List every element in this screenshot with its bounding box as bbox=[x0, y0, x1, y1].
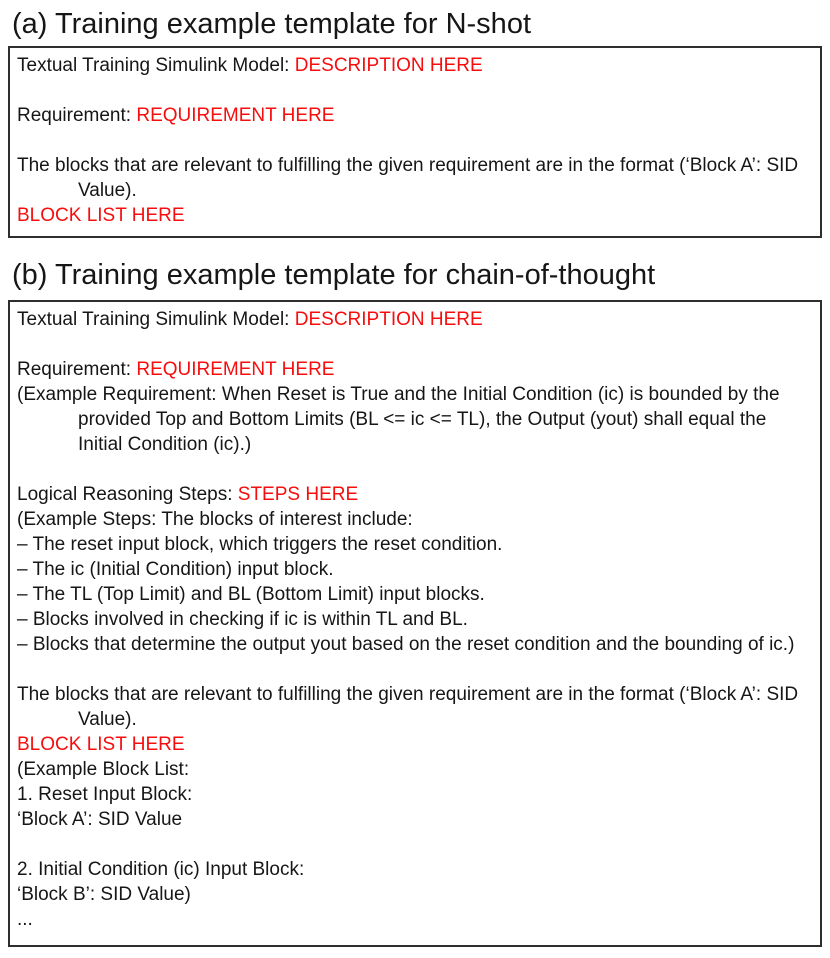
blank-line bbox=[17, 832, 814, 857]
template-text: provided Top and Bottom Limits (BL <= ic <= TL), the Output (yout) shall equal the bbox=[78, 409, 767, 430]
template-line bbox=[17, 732, 814, 757]
template-line bbox=[17, 357, 814, 382]
template-text: – Blocks that determine the output yout based on the reset condition and the bounding of ic.) bbox=[17, 634, 795, 655]
placeholder-text: BLOCK LIST HERE bbox=[17, 734, 185, 755]
template-text: (Example Requirement: When Reset is True and the Initial Condition (ic) is bounded by the bbox=[17, 384, 780, 405]
template-line bbox=[17, 707, 814, 732]
template-line bbox=[17, 607, 814, 632]
template-line bbox=[17, 153, 814, 178]
blank-line bbox=[17, 128, 814, 153]
template-text: (Example Block List: bbox=[17, 759, 190, 780]
template-text: (Example Steps: The blocks of interest include: bbox=[17, 509, 413, 530]
template-text: Value). bbox=[78, 180, 137, 201]
template-text: ‘Block A’: SID Value bbox=[17, 809, 183, 830]
template-text: – The TL (Top Limit) and BL (Bottom Limit) input blocks. bbox=[17, 584, 485, 605]
template-text: Requirement: bbox=[17, 105, 137, 126]
template-line bbox=[17, 407, 814, 432]
template-text: Requirement: bbox=[17, 359, 137, 380]
template-text: – The reset input block, which triggers the reset condition. bbox=[17, 534, 503, 555]
blank-line bbox=[17, 332, 814, 357]
template-line bbox=[17, 432, 814, 457]
template-line bbox=[17, 103, 814, 128]
template-line bbox=[17, 507, 814, 532]
template-text: ‘Block B’: SID Value) bbox=[17, 884, 191, 905]
template-line bbox=[17, 53, 814, 78]
template-line bbox=[17, 632, 814, 657]
template-text: The blocks that are relevant to fulfilling the given requirement are in the format (‘Block A’: SID bbox=[17, 684, 799, 705]
template-text: 1. Reset Input Block: bbox=[17, 784, 193, 805]
placeholder-text: REQUIREMENT HERE bbox=[136, 359, 335, 380]
template-line bbox=[17, 307, 814, 332]
template-line bbox=[17, 557, 814, 582]
template-text: – The ic (Initial Condition) input block. bbox=[17, 559, 334, 580]
nshot-template-box bbox=[8, 46, 822, 238]
placeholder-text: DESCRIPTION HERE bbox=[294, 309, 483, 330]
template-text: Initial Condition (ic).) bbox=[78, 434, 252, 455]
blank-line bbox=[17, 657, 814, 682]
template-line bbox=[17, 857, 814, 882]
template-text: 2. Initial Condition (ic) Input Block: bbox=[17, 859, 305, 880]
template-line bbox=[17, 482, 814, 507]
blank-line bbox=[17, 78, 814, 103]
placeholder-text: STEPS HERE bbox=[237, 484, 359, 505]
template-line bbox=[17, 757, 814, 782]
template-line bbox=[17, 807, 814, 832]
caption-a: (a) Training example template for N-shot bbox=[12, 8, 531, 40]
template-text: The blocks that are relevant to fulfilling the given requirement are in the format (‘Block A’: SID bbox=[17, 155, 799, 176]
caption-b: (b) Training example template for chain-of-thought bbox=[12, 259, 656, 291]
template-line bbox=[17, 178, 814, 203]
template-line bbox=[17, 882, 814, 907]
template-line bbox=[17, 907, 814, 932]
template-line bbox=[17, 582, 814, 607]
template-line bbox=[17, 382, 814, 407]
cot-template-box bbox=[8, 300, 822, 947]
template-line bbox=[17, 782, 814, 807]
placeholder-text: REQUIREMENT HERE bbox=[136, 105, 335, 126]
template-text: ... bbox=[17, 909, 33, 930]
template-text: Value). bbox=[78, 709, 137, 730]
blank-line bbox=[17, 457, 814, 482]
template-text: – Blocks involved in checking if ic is within TL and BL. bbox=[17, 609, 468, 630]
template-line bbox=[17, 682, 814, 707]
template-text: Logical Reasoning Steps: bbox=[17, 484, 238, 505]
template-line bbox=[17, 532, 814, 557]
placeholder-text: BLOCK LIST HERE bbox=[17, 205, 185, 226]
template-text: Textual Training Simulink Model: bbox=[17, 55, 295, 76]
placeholder-text: DESCRIPTION HERE bbox=[294, 55, 483, 76]
template-text: Textual Training Simulink Model: bbox=[17, 309, 295, 330]
template-line bbox=[17, 203, 814, 228]
